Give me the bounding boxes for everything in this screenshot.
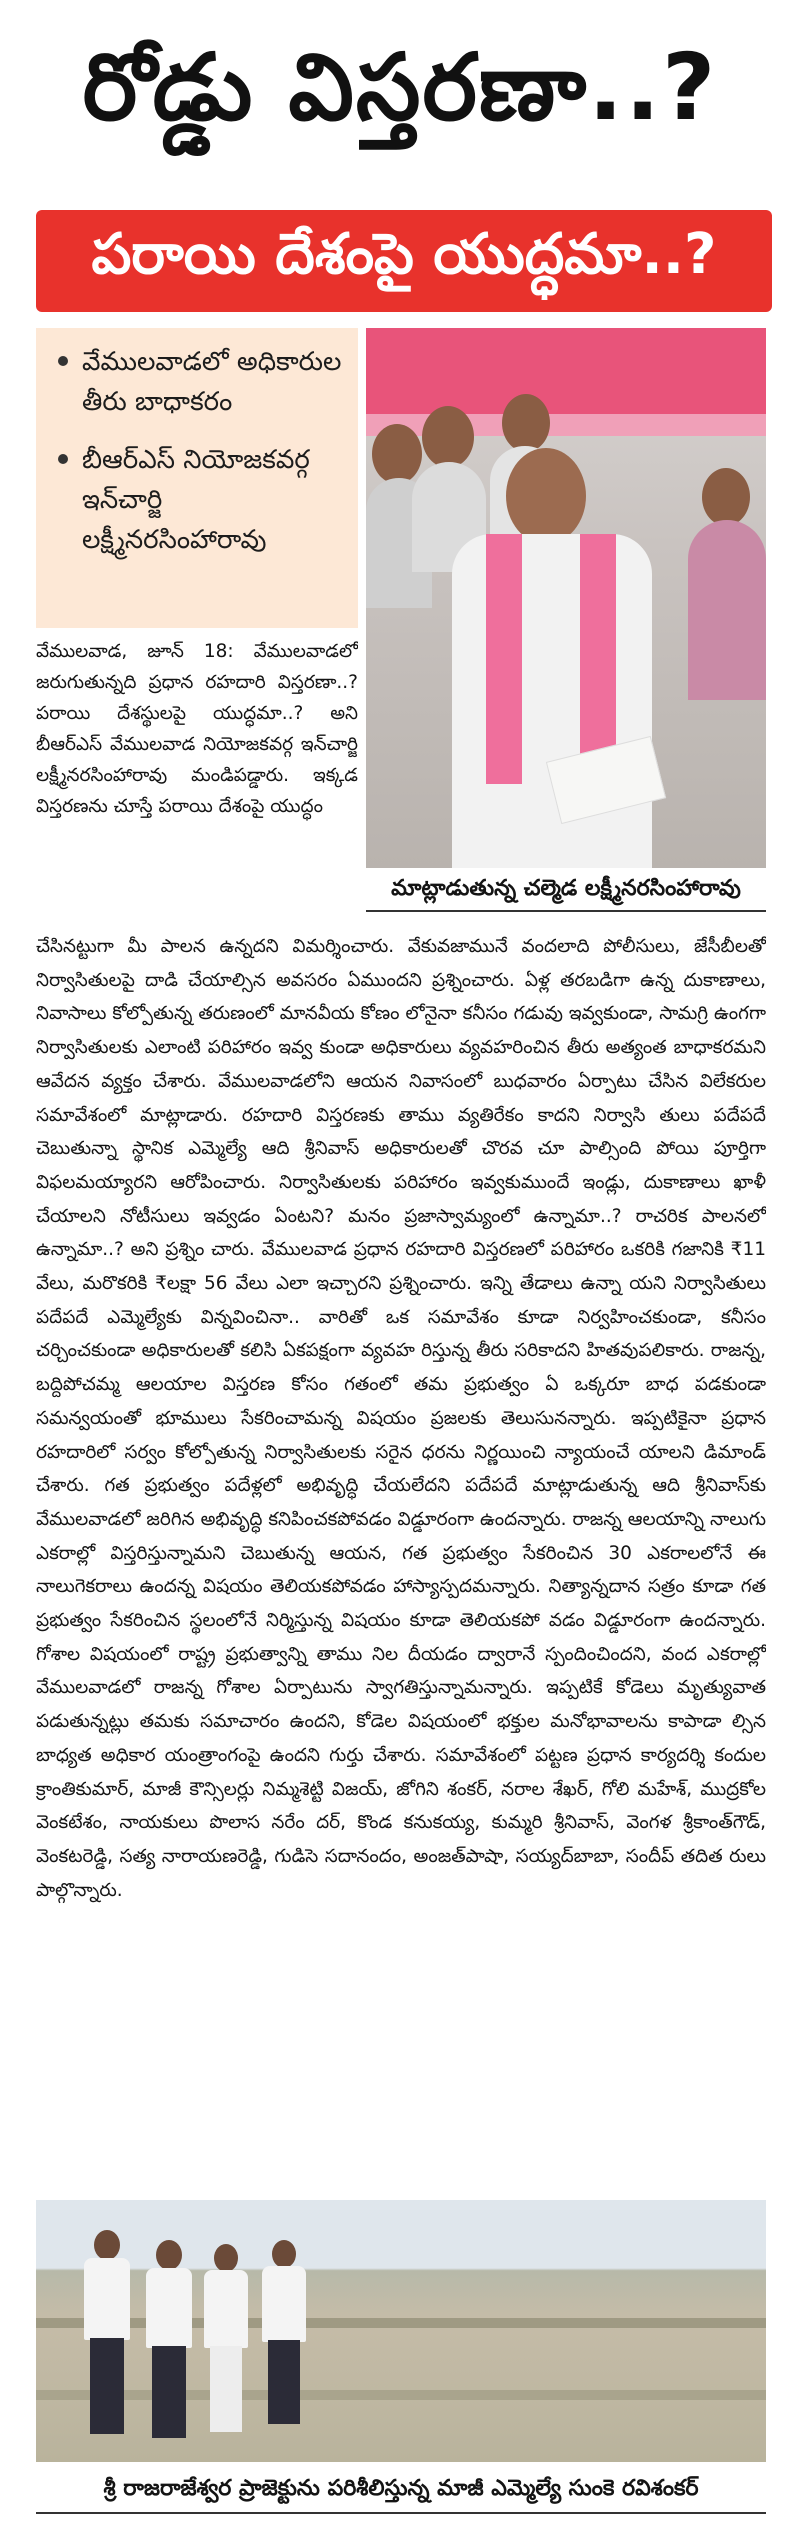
subheadline-bar: [36, 210, 772, 312]
article-body: చేసినట్టుగా మీ పాలన ఉన్నదని విమర్శించారు. వేకువజామునే వందలాది పోలీసులు, జేసీబీలతో నిర్వాసితులపై దాడి చేయాల్సిన అవసరం ఏముందని ప్రశ్నించారు. ఏళ్ల తరబడిగా ఉన్న దుకాణాలు, నివాసాలు కోల్పోతున్న తరుణంలో మానవీయ కోణం లోనైనా కనీసం గడువు ఇవ్వకుండా, సామగ్రి ఉంగగా నిర్వాసితులకు ఎలాంటి పరిహారం ఇవ్వ కుండా అధికారులు వ్యవహరించిన తీరు అత్యంత బాధాకరమని ఆవేదన వ్యక్తం చేశారు. వేములవాడలోని ఆయన నివాసంలో బుధవారం ఏర్పాటు చేసిన విలేకరుల సమావేశంలో మాట్లాడారు. రహదారి విస్తరణకు తాము వ్యతిరేకం కాదని నిర్వాసి తులు పదేపదే చెబుతున్నా స్థానిక ఎమ్మెల్యే ఆది శ్రీనివాస్ అధికారులతో చొరవ చూ పాల్సింది పోయి పూర్తిగా విఫలమయ్యారని ఆరోపించారు. నిర్వాసితులకు పరిహారం ఇవ్వకుముందే ఇండ్లు, దుకాణాలు ఖాళీ చేయాలని నోటీసులు ఇవ్వడం ఏంటని? మనం ప్రజాస్వామ్యంలో ఉన్నామా..? రాచరిక పాలనలో ఉన్నామా..? అని ప్రశ్నిం చారు. వేములవాడ ప్రధాన రహదారి విస్తరణలో పరిహారం ఒకరికి గజానికి ₹11 వేలు, మరొకరికి ₹లక్షా 56 వేలు ఎలా ఇచ్చారని ప్రశ్నించారు. ఇన్ని తేడాలు ఉన్నా యని నిర్వాసితులు పదేపదే ఎమ్మెల్యేకు విన్నవించినా.. వారితో ఒక సమావేశం కూడా నిర్వహించకుండా, కనీసం చర్చించకుండా అధికారులతో కలిసి ఏకపక్షంగా వ్యవహ రిస్తున్న తీరు సరికాదని హితవుపలికారు. రాజన్న, బద్దిపోచమ్మ ఆలయాల విస్తరణ కోసం గతంలో తమ ప్రభుత్వం ఏ ఒక్కరూ బాధ పడకుండా సమన్వయంతో భూములు సేకరించామన్న విషయం ప్రజలకు తెలుసునన్నారు. ఇప్పటికైనా ప్రధాన రహదారిలో సర్వం కోల్పోతున్న నిర్వాసితులకు సరైన ధరను నిర్ణయించి న్యాయంచే యాలని డిమాండ్ చేశారు. గత ప్రభుత్వం పదేళ్లలో అభివృద్ధి చేయలేదని పదేపదే మాట్లాడుతున్న ఆది శ్రీనివాస్‌కు వేములవాడలో జరిగిన అభివృద్ధి కనిపించకపోవడం విడ్డూరంగా ఉందన్నారు. రాజన్న ఆలయాన్ని నాలుగు ఎకరాల్లో విస్తరిస్తున్నామని చెబుతున్న ఆయన, గత ప్రభుత్వం సేకరించిన 30 ఎకరాలలోనే ఈ నాలుగెకరాలు ఉందన్న విషయం తెలియకపోవడం హాస్యాస్పదమన్నారు. నిత్యాన్నదాన సత్రం కూడా గత ప్రభుత్వం సేకరించిన స్థలంలోనే నిర్మిస్తున్న విషయం కూడా తెలియకపో వడం విడ్డూరంగా ఉందన్నారు. గోశాల విషయంలో రాష్ట్ర ప్రభుత్వాన్ని తాము నిల దీయడం ద్వారానే స్పందించిందని, వంద ఎకరాల్లో వేములవాడలో రాజన్న గోశాల ఏర్పాటును స్వాగతిస్తున్నామన్నారు. ఇప్పటికే కోడెలు మృత్యువాత పడుతున్నట్లు తమకు సమాచారం ఉందని, కోడెల విషయంలో భక్తుల మనోభావాలను కాపాడా ల్సిన బాధ్యత అధికార యంత్రాంగంపై ఉందని గుర్తు చేశారు. సమావేశంలో పట్టణ ప్రధాన కార్యదర్శి కందుల క్రాంతికుమార్, మాజీ కౌన్సిలర్లు నిమ్మశెట్టి విజయ్, జోగిని శంకర్, నరాల శేఖర్, గోలి మహేశ్, ముద్రకోల వెంకటేశం, నాయకులు పొలాస నరేం దర్, కొండ కనుకయ్య, కుమ్మరి శ్రీనివాస్, వెంగళ శ్రీకాంత్‌గౌడ్, వెంకటరెడ్డి, సత్య నారాయణరెడ్డి, గుడిసె సదానందం, అంజత్‌పాషా, సయ్యద్‌బాబా, సందీప్ తదిత రులు పాల్గొన్నారు.: [36, 936, 766, 1901]
bullet-icon: [58, 356, 68, 366]
photo-caption-second: శ్రీ రాజరాజేశ్వర ప్రాజెక్టును పరిశీలిస్తున్న మాజీ ఎమ్మెల్యే సుంకె రవిశంకర్: [36, 2470, 766, 2514]
subheadline: పరాయి దేశంపై యుద్ధమా..?: [91, 221, 717, 287]
article-intro: వేములవాడ, జూన్ 18: వేములవాడలో జరుగుతున్నది ప్రధాన రహదారి విస్తరణా..? పరాయి దేశస్థులపై యుద్ధమా..? అని బీఆర్ఎస్ వేములవాడ నియోజకవర్గ ఇన్‌చార్జి లక్ష్మీనరసింహారావు మండిపడ్డారు. ఇక్కడ విస్తరణను చూస్తే పరాయి దేశంపై యుద్ధం: [36, 641, 358, 817]
highlight-text: వేములవాడలో అధికారుల తీరు బాధాకరం: [82, 347, 342, 417]
bullet-icon: [58, 454, 68, 464]
highlight-item: [58, 342, 344, 422]
highlight-item: [58, 440, 344, 560]
party-banner: [366, 328, 766, 414]
photo-caption-main: మాట్లాడుతున్న చల్మెడ లక్ష్మీనరసింహారావు: [366, 872, 766, 912]
highlight-text: బీఆర్ఎస్ నియోజకవర్గ ఇన్‌చార్జి లక్ష్మీనరసింహారావు: [82, 445, 310, 555]
highlights-box: [36, 328, 358, 628]
field-ridge: [36, 2390, 766, 2400]
speaker-photo: [366, 328, 766, 868]
headline: రోడ్డు విస్తరణా..?: [82, 34, 718, 141]
project-site-photo: [36, 2200, 766, 2462]
